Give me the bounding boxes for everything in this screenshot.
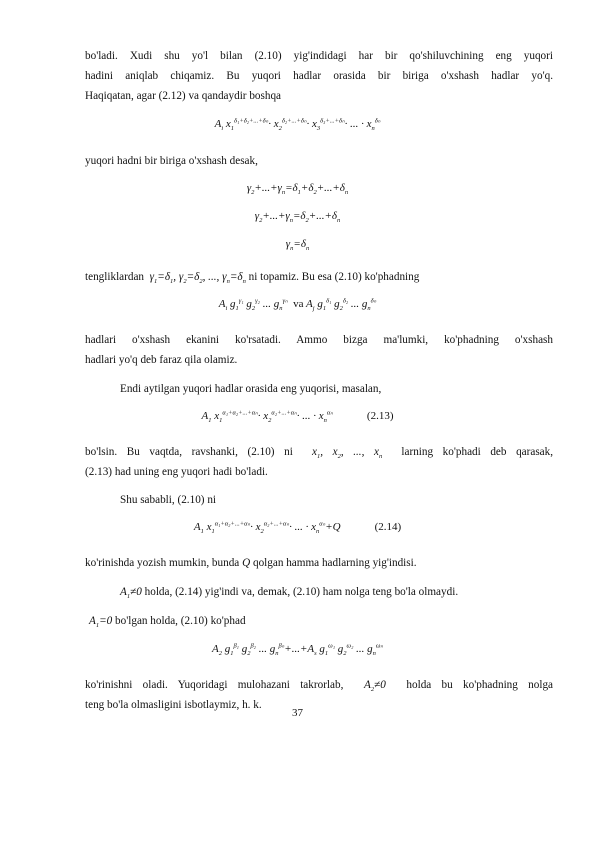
inline-math: $A_1=0$ [89,615,113,630]
equation-2: $\gamma_2+...+\gamma_n=\delta_2+...+\delta_n$ [254,210,341,225]
formula-5: $A_2$ $g_1^{\beta_1}$ $g_2^{\beta_2}$ ... $g_n^{\beta_n}+...+A_s$ $g_1^{\omega_1}$ $g_2^{\omega_2}$ ... $g_n^{\omega_n}$ [211,642,384,658]
equation-number: (2.13) [366,410,394,422]
text: ko'rinishda yozish mumkin, bunda [85,557,240,569]
inline-math: $A_1\ne 0$ [120,586,142,601]
paragraph-line [85,442,553,462]
paragraph-line: (2.13) had uning eng yuqori hadi bo'ladi. [85,466,268,478]
equation-3: $\gamma_n=\delta_n$ [285,238,310,253]
paragraph-line: Haqiqatan, agar (2.12) va qandaydir boshqa [85,90,282,102]
text: holda, (2.14) yig'indi va, demak, (2.10) ham nolga teng bo'la olmaydi. [144,586,459,598]
inline-math: $x_1$, $x_2$, ..., $x_n$ [312,446,383,461]
inline-math: Q [242,557,251,569]
text: bo'lsin. Bu vaqtda, ravshanki, (2.10) ni [85,446,293,458]
inline-math: $A_2\ne 0$ [363,679,386,694]
paragraph-line [85,675,553,695]
paragraph-line: yuqori hadni bir biriga o'xshash desak, [85,155,258,167]
equation-1: $\gamma_2+...+\gamma_n=\delta_1+\delta_2+...+\delta_n$ [246,182,349,197]
paragraph-line: teng bo'la olmasligini isbotlaymiz, h. k. [85,699,262,711]
paragraph-line: hadlari o'xshash ekanini ko'rsatadi. Ammo bizga ma'lumki, ko'phadning o'xshash [85,334,553,346]
formula-2: $A_i$ $g_1^{\gamma_1}$ $g_2^{\gamma_2}$ ... $g_n^{\gamma_n}$ va $A_j$ $g_1^{\delta_1}$ $g_2^{\delta_2}$ ... $g_n^{\delta_n}$ [218,297,377,313]
text: holda bu ko'phadning nolga [406,679,554,691]
text: bo'lgan holda, (2.10) ko'phad [115,615,246,627]
text: ko'rinishni oladi. Yuqoridagi mulohazani takrorlab, [85,679,344,691]
paragraph-line: hadini aniqlab chiqamiz. Bu yuqori hadlar orasida bir biriga o'xshash hadlar yo'q. [85,70,553,82]
formula-3: $A_1$ $x_1^{\alpha_1+\alpha_2+...+\alpha_n}\cdot x_2^{\alpha_2+...+\alpha_n}\cdot$ ... · $x_n^{\alpha_n}$ (2.13) [201,409,394,425]
paragraph-line [120,582,553,602]
paragraph-line [85,267,553,287]
paragraph-line: Endi aytilgan yuqori hadlar orasida eng yuqorisi, masalan, [120,383,382,395]
text: larning ko'phadi deb qarasak, [401,446,554,458]
paragraph-line: hadlari yo'q deb faraz qila olamiz. [85,354,238,366]
paragraph-line [85,553,553,573]
inline-math: $\gamma_1=\delta_1$, $\gamma_2=\delta_2$, ..., $\gamma_n=\delta_n$ [149,271,246,286]
paragraph-line: Shu sababli, (2.10) ni [120,494,217,506]
paragraph-line [89,611,557,631]
equation-number: (2.14) [374,521,402,533]
page-number: 37 [292,707,303,719]
text: qolgan hamma hadlarning yig'indisi. [252,557,417,569]
paragraph-line: bo'ladi. Xudi shu yo'l bilan (2.10) yig'indidagi har bir qo'shiluvchining eng yuqori [85,50,553,62]
text: ni topamiz. Bu esa (2.10) ko'phadning [248,271,420,283]
formula-4: $A_1$ $x_1^{\alpha_1+\alpha_2+...+\alpha_n}\cdot x_2^{\alpha_2+...+\alpha_n}\cdot$ ... · $x_n^{\alpha_n}+Q$ (2.14) [193,520,402,536]
text: tengliklardan [85,271,145,283]
formula-1 [0,117,595,133]
formula-1-text: $A_i$ $x_1^{\delta_1+\delta_2+...+\delta_n}\cdot x_2^{\delta_2+...+\delta_n}\cdot x_3^{\delta_3+...+\delta_n}\cdot$ ... · $x_n^{\delta_n}$ [214,117,381,133]
